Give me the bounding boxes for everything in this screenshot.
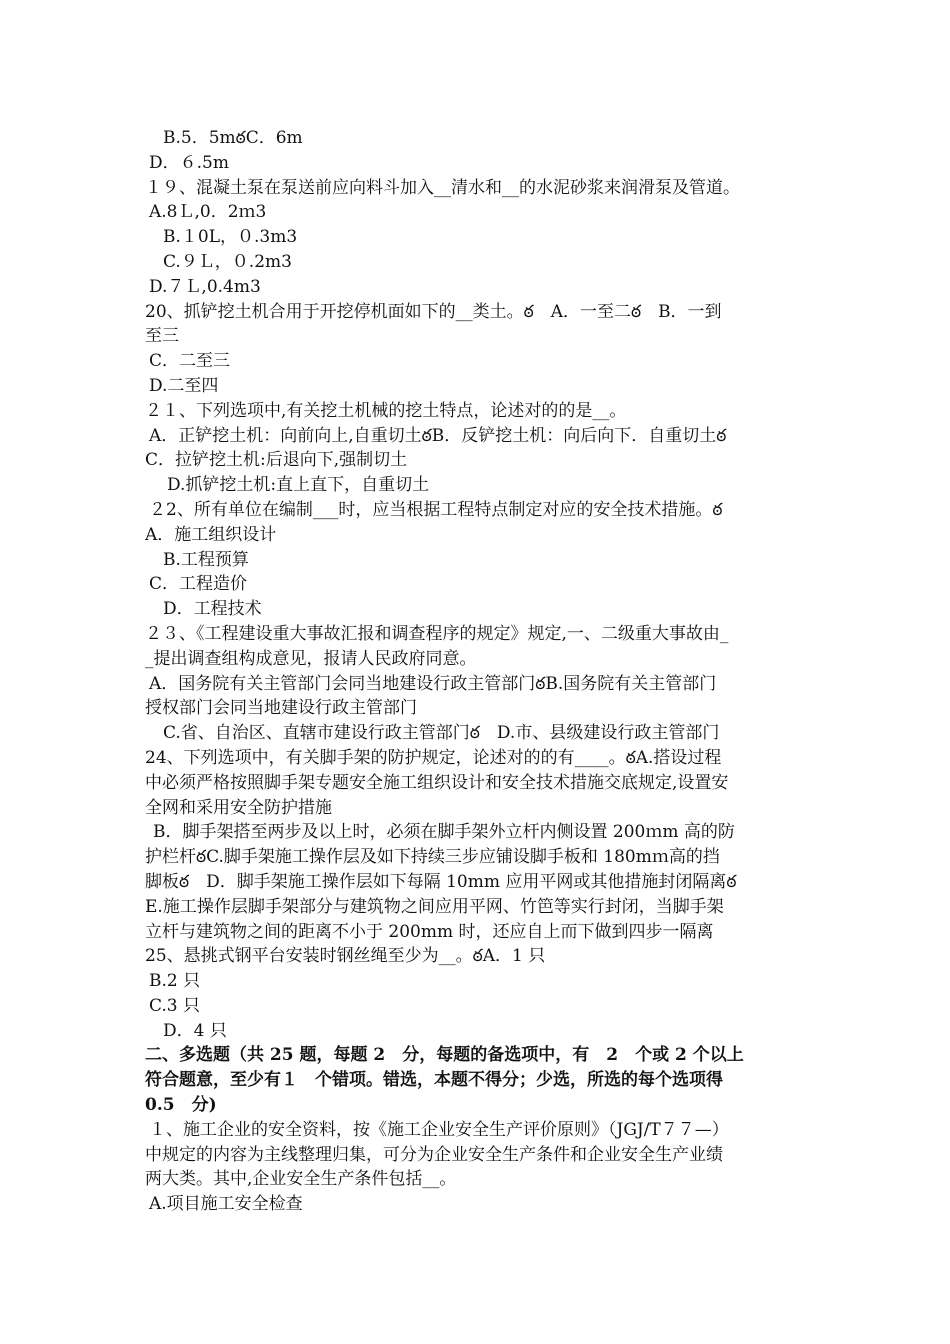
text-line: 20、抓铲挖土机合用于开挖停机面如下的__类土。ఠ A．一至二ఠ B．一到 xyxy=(145,301,722,322)
text-line: 全网和采用安全防护措施 xyxy=(145,797,332,818)
text-line: D．4 只 xyxy=(163,1020,227,1041)
text-line: 至三 xyxy=(145,326,179,347)
text-line: 0.5 分) xyxy=(145,1095,217,1116)
text-line: B.5．5mఠC．6m xyxy=(163,128,303,148)
text-line: 24、下列选项中，有关脚手架的防护规定，论述对的的有____。ఠA.搭设过程 xyxy=(145,747,722,768)
text-line: 护栏杆ఠC.脚手架施工操作层及如下持续三步应铺设脚手板和 180mｍ高的挡 xyxy=(145,847,720,868)
text-line: D.７Ｌ,0.4m3 xyxy=(149,276,261,297)
text-line: 二、多选题（共 25 题，每题 2 分，每题的备选项中，有 2 个或 2 个以上 xyxy=(145,1045,744,1066)
text-line: ２2、所有单位在编制___时，应当根据工程特点制定对应的安全技术措施。ఠ xyxy=(149,499,723,520)
text-line: C．工程造价 xyxy=(149,574,248,595)
text-line: C.省、自治区、直辖市建设行政主管部门ఠ D.市、县级建设行政主管部门 xyxy=(163,723,720,744)
text-line: 授权部门会同当地建设行政主管部门 xyxy=(145,698,417,719)
text-line: D.抓铲挖土机:直上直下，自重切土 xyxy=(167,475,430,496)
text-line: B.2 只 xyxy=(149,971,201,992)
text-line: D.二至四 xyxy=(149,375,219,396)
text-line: B.１0L，０.3m3 xyxy=(163,227,298,248)
text-line: 立杆与建筑物之间的距离不小于 200mm 时，还应自上而下做到四步一隔离 xyxy=(145,921,714,942)
text-line: E.施工操作层脚手架部分与建筑物之间应用平网、竹笆等实行封闭，当脚手架 xyxy=(145,896,724,917)
text-line: A．施工组织设计 xyxy=(145,524,277,545)
text-line: 两大类。其中,企业安全生产条件包括__。 xyxy=(145,1169,457,1190)
text-line: ２１、下列选项中,有关挖土机械的挖土特点，论述对的的是__。 xyxy=(145,400,627,421)
text-line: B.工程预算 xyxy=(163,549,249,570)
text-line: C．二至三 xyxy=(149,351,231,372)
document-body xyxy=(145,126,810,1217)
text-line: D．工程技术 xyxy=(163,599,262,620)
text-line: 25、悬挑式钢平台安装时钢丝绳至少为__。ఠA．1 只 xyxy=(145,946,546,967)
text-line: 中规定的内容为主线整理归集，可分为企业安全生产条件和企业安全生产业绩 xyxy=(145,1144,723,1165)
text-line: B．脚手架搭至两步及以上时，必须在脚手架外立杆内侧设置 200ｍm 高的防 xyxy=(153,822,735,843)
text-line: C.3 只 xyxy=(149,995,201,1016)
text-line: 中必须严格按照脚手架专题安全施工组织设计和安全技术措施交底规定,设置安 xyxy=(145,772,729,793)
text-line: 符合题意，至少有１ 个错项。错选，本题不得分；少选，所选的每个选项得 xyxy=(145,1070,723,1091)
text-line: A.8Ｌ,0．2ｍ3 xyxy=(149,202,267,223)
text-line: A.项目施工安全检查 xyxy=(149,1194,303,1215)
text-line: D．６.5m xyxy=(149,152,229,173)
text-line: ２３、《工程建设重大事故汇报和调查程序的规定》规定,一、二级重大事故由_ xyxy=(145,623,729,644)
text-line: C．拉铲挖土机:后退向下,强制切土 xyxy=(145,450,408,471)
text-line: １９、混凝土泵在泵送前应向料斗加入__清水和__的水泥砂浆来润滑泵及管道。 xyxy=(145,177,740,198)
text-line: _提出调查组构成意见，报请人民政府同意。 xyxy=(145,648,477,669)
text-line: １、施工企业的安全资料，按《施工企业安全生产评价原则》（JGJ/T７７—） xyxy=(149,1119,729,1140)
text-line: A．国务院有关主管部门会同当地建设行政主管部门ఠB.国务院有关主管部门 xyxy=(149,673,717,694)
text-line: 脚板ఠ D．脚手架施工操作层如下每隔 10mm 应用平网或其他措施封闭隔离ఠ xyxy=(145,871,737,892)
text-line: A．正铲挖土机：向前向上,自重切土ఠB．反铲挖土机：向后向下．自重切土ఠ xyxy=(149,425,727,446)
text-line: C.９Ｌ，０.2m3 xyxy=(163,251,292,272)
